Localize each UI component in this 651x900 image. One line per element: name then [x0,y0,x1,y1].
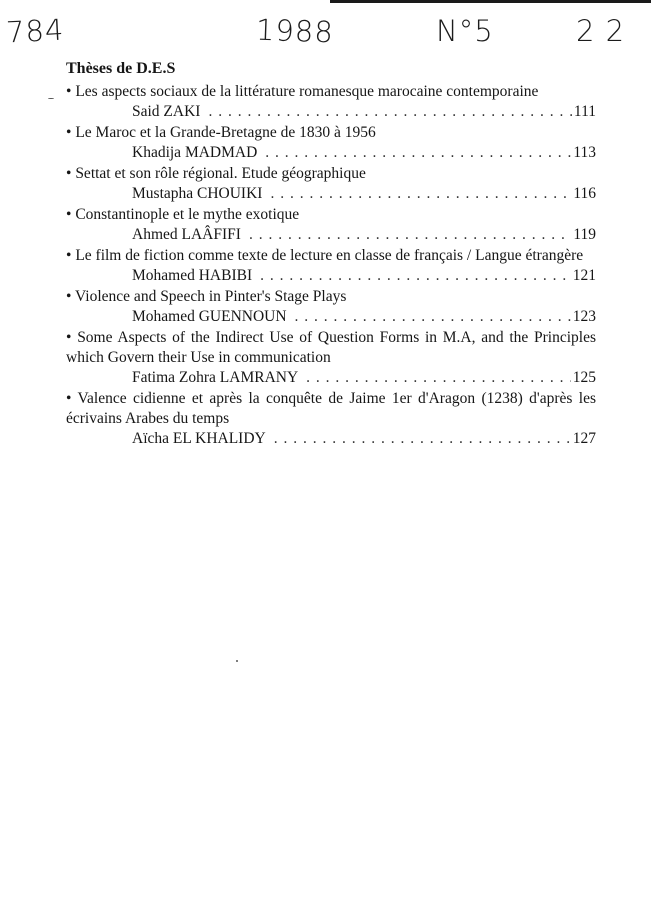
entry-author: Mohamed HABIBI [132,267,253,284]
toc-entry [66,328,596,388]
entry-title-line [66,246,596,266]
entry-title: Le film de fiction comme texte de lecture en classe de français / Langue étrangère [75,247,584,264]
bullet: • [66,329,72,346]
toc-entry [66,164,596,204]
bullet: • [66,247,72,264]
entry-author: Mustapha CHOUIKI [132,185,263,202]
handwritten-issue: N°5 [436,14,494,48]
dot-leader [270,184,571,204]
entry-page-number: 121 [572,267,596,284]
bullet: • [66,288,72,305]
entry-title: Some Aspects of the Indirect Use of Question Forms in M.A, and the Principles which Govern their Use in communication [66,329,597,366]
toc-entry [66,246,596,286]
dot-leader [295,307,571,327]
dot-leader [265,143,571,163]
bullet: • [66,206,72,223]
handwritten-year: 1988 [255,12,335,50]
handwritten-ref-number: 784 [5,12,66,50]
bullet: • [66,83,72,100]
scan-speck [236,660,238,662]
entry-title: Le Maroc et la Grande-Bretagne de 1830 à 1956 [75,124,376,141]
toc-entry [66,389,596,449]
bullet: • [66,124,72,141]
entry-title: Settat et son rôle régional. Etude géographique [75,165,366,182]
dot-leader [249,225,571,245]
handwritten-extra: 2 2 [576,14,626,48]
entry-page-number: 127 [572,430,596,447]
entry-author-line [66,225,596,245]
entry-author-line [66,266,596,286]
entry-author: Aïcha EL KHALIDY [132,430,266,447]
entry-page-number: 123 [572,308,596,325]
entry-page-number: 125 [572,369,596,386]
entry-author-line [66,143,596,163]
dot-leader [260,266,571,286]
entry-author: Mohamed GUENNOUN [132,308,287,325]
scan-mark [48,98,54,99]
entry-title-line [66,123,596,143]
entry-title: Les aspects sociaux de la littérature romanesque marocaine contemporaine [75,83,539,100]
dot-leader [274,429,571,449]
entry-title: Constantinople et le mythe exotique [75,206,300,223]
bullet: • [66,390,72,407]
entry-author-line [66,102,596,122]
entry-page-number: 116 [573,185,596,202]
entry-author: Ahmed LAÂFIFI [132,226,241,243]
entry-page-number: 111 [573,103,596,120]
dot-leader [208,102,571,122]
entry-author: Said ZAKI [132,103,201,120]
toc-entry [66,123,596,163]
entry-author-line [66,307,596,327]
entry-author-line [66,184,596,204]
entry-title: Valence cidienne et après la conquête de Jaime 1er d'Aragon (1238) d'après les écrivains Arabes du temps [66,390,596,427]
toc-entry [66,82,596,122]
entry-author-line [66,368,596,388]
toc-entry-list [66,82,596,450]
entry-title-line [66,389,596,429]
entry-title-line [66,287,596,307]
entry-title: Violence and Speech in Pinter's Stage Plays [75,288,347,305]
entry-page-number: 113 [573,144,596,161]
entry-author-line [66,429,596,449]
entry-author: Fatima Zohra LAMRANY [132,369,299,386]
toc-entry [66,205,596,245]
entry-title-line [66,82,596,102]
top-border-line [330,0,651,3]
entry-author: Khadija MADMAD [132,144,258,161]
dot-leader [306,368,571,388]
entry-title-line [66,205,596,225]
entry-title-line [66,164,596,184]
bullet: • [66,165,72,182]
toc-entry [66,287,596,327]
section-title: Thèses de D.E.S [66,60,176,77]
entry-page-number: 119 [573,226,596,243]
entry-title-line [66,328,596,368]
